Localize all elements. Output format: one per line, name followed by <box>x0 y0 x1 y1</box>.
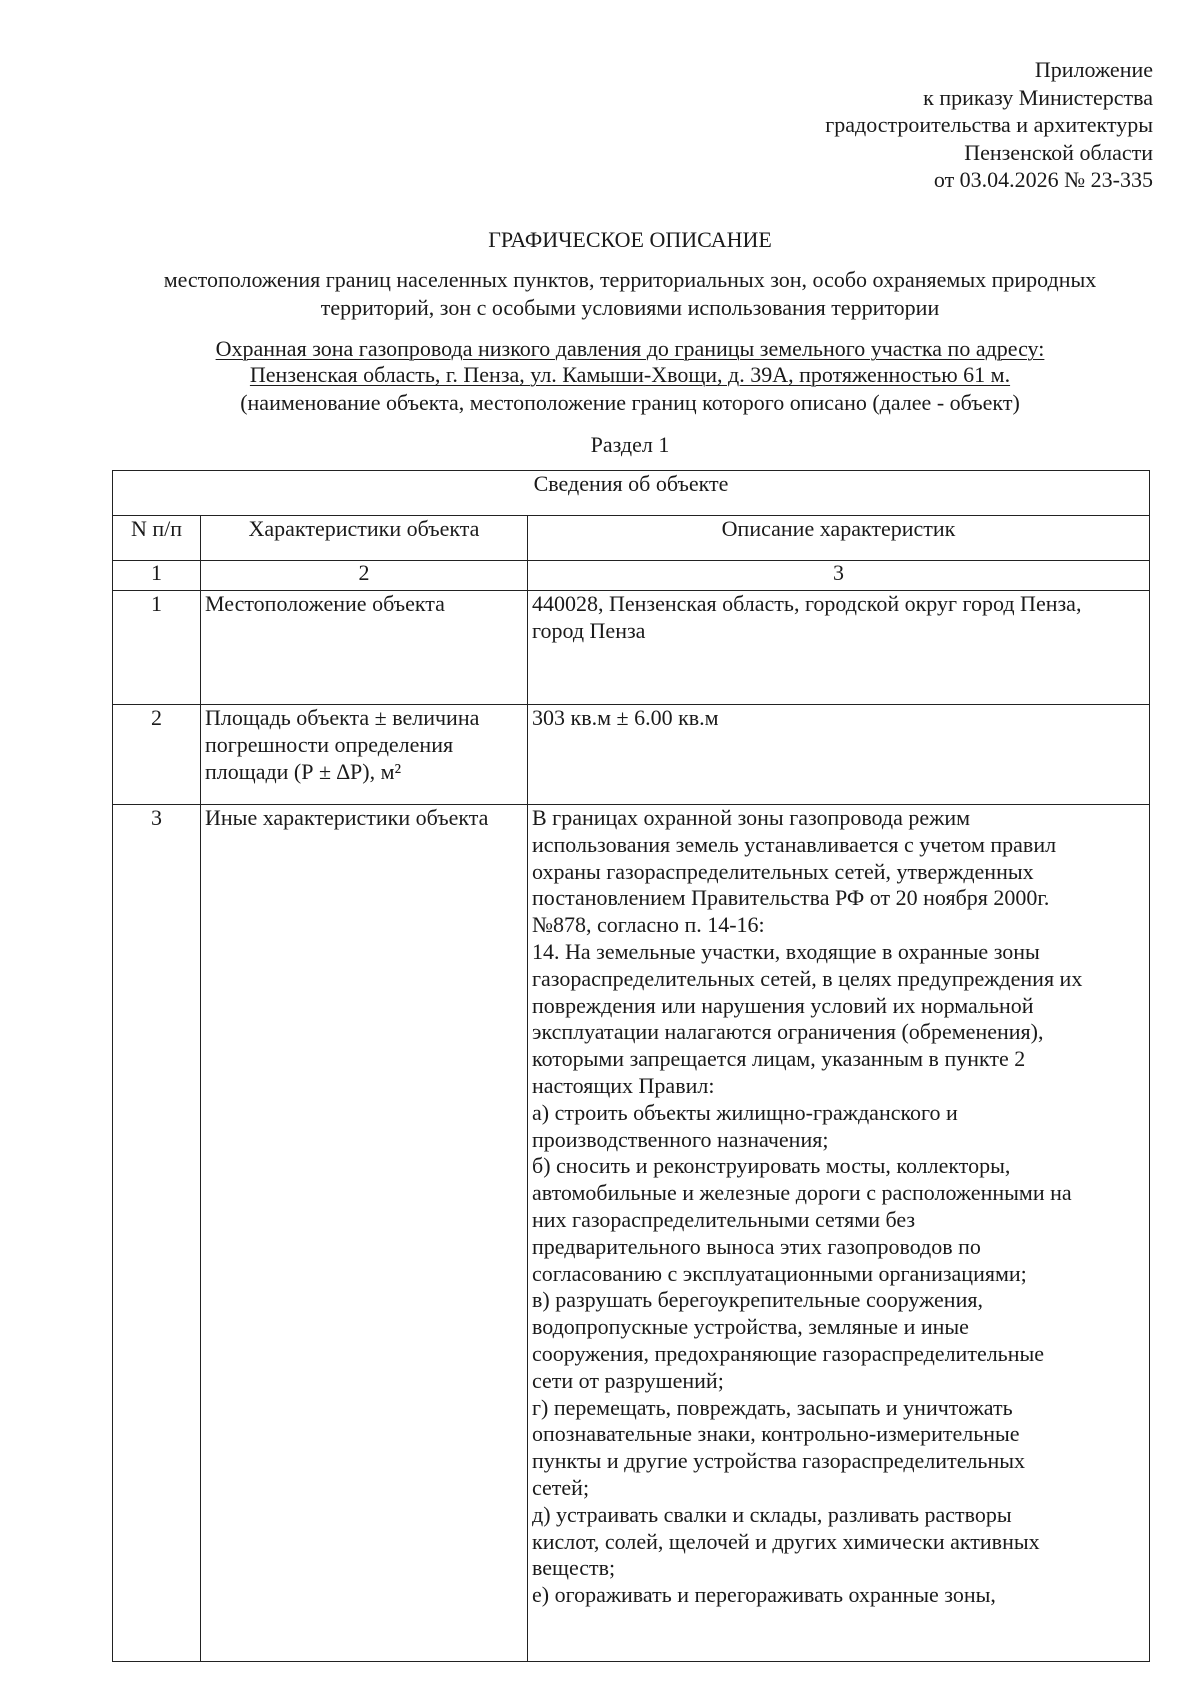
row-characteristic <box>201 705 528 805</box>
object-info-table <box>112 470 1150 1662</box>
description-line: №878, согласно п. 14-16: <box>532 912 765 938</box>
table-row <box>113 805 1150 1662</box>
table-caption: Сведения об объекте <box>113 471 1150 516</box>
document-title: ГРАФИЧЕСКОЕ ОПИСАНИЕ <box>488 227 772 252</box>
header-description: Описание характеристик <box>528 516 1150 561</box>
object-name-line: Пензенская область, г. Пенза, ул. Камыши-Хвощи, д. 39А, протяженностью 61 м. <box>249 362 1011 387</box>
object-caption: (наименование объекта, местоположение границ которого описано (далее - объект) <box>240 390 1020 415</box>
description-line: 440028, Пензенская область, городской округ город Пенза, <box>532 591 1082 616</box>
description-line: д) устраивать свалки и склады, разливать растворы <box>532 1501 1012 1527</box>
description-line: пункты и другие устройства газораспределительных <box>532 1448 1026 1474</box>
description-line: которыми запрещается лицам, указанным в пункте 2 <box>532 1046 1026 1072</box>
row-description <box>528 805 1150 1662</box>
description-line: е) огораживать и перегораживать охранные зоны, <box>532 1582 996 1608</box>
document-subtitle <box>100 266 1160 322</box>
approval-line: градостроительства и архитектуры <box>825 112 1153 137</box>
header-characteristics: Характеристики объекта <box>201 516 528 561</box>
object-name <box>100 336 1160 388</box>
description-line: охраны газораспределительных сетей, утвержденных <box>532 858 1034 884</box>
table-column-numbers-row <box>113 561 1150 591</box>
description-line: водопропускные устройства, земляные и иные <box>532 1314 969 1340</box>
description-line: В границах охранной зоны газопровода режим <box>532 805 971 830</box>
description-line: производственного назначения; <box>532 1126 829 1152</box>
subtitle-line: местоположения границ населенных пунктов, территориальных зон, особо охраняемых природных <box>163 267 1097 292</box>
table-row <box>113 591 1150 705</box>
description-line: них газораспределительными сетями без <box>532 1206 916 1232</box>
description-line: а) строить объекты жилищно-гражданского и <box>532 1099 958 1125</box>
header-number: N п/п <box>113 516 201 561</box>
section-label: Раздел 1 <box>590 432 670 457</box>
table-row <box>113 705 1150 805</box>
table-caption-row <box>113 471 1150 516</box>
characteristic-line: погрешности определения <box>205 731 454 757</box>
description-line: в) разрушать берегоукрепительные сооружения, <box>532 1287 983 1313</box>
subtitle-line: территорий, зон с особыми условиями использования территории <box>320 295 940 320</box>
description-line: сооружения, предохраняющие газораспределительные <box>532 1340 1045 1366</box>
approval-stamp <box>825 56 1153 194</box>
approval-line: к приказу Министерства <box>923 84 1153 110</box>
table-header-row <box>113 516 1150 561</box>
row-number: 1 <box>113 591 201 705</box>
description-line: использования земель устанавливается с учетом правил <box>532 831 1057 857</box>
row-description <box>528 705 1150 805</box>
description-line: постановлением Правительства РФ от 20 ноября 2000г. <box>532 885 1050 911</box>
column-number: 3 <box>528 561 1150 591</box>
description-line: опознавательные знаки, контрольно-измерительные <box>532 1421 1020 1447</box>
description-line: веществ; <box>532 1555 616 1581</box>
object-name-line: Охранная зона газопровода низкого давления до границы земельного участка по адресу: <box>215 336 1045 361</box>
approval-line: Пензенской области <box>964 139 1153 165</box>
approval-line: от 03.04.2026 № 23-335 <box>933 167 1153 192</box>
row-description <box>528 591 1150 705</box>
description-line: кислот, солей, щелочей и других химически активных <box>532 1528 1040 1554</box>
column-number: 1 <box>113 561 201 591</box>
description-line: 303 кв.м ± 6.00 кв.м <box>532 705 719 730</box>
approval-line: Приложение <box>1034 57 1153 82</box>
row-characteristic: Местоположение объекта <box>201 591 528 705</box>
description-line: 14. На земельные участки, входящие в охранные зоны <box>532 938 1040 964</box>
row-characteristic: Иные характеристики объекта <box>201 805 528 1662</box>
description-line: б) сносить и реконструировать мосты, коллекторы, <box>532 1153 1011 1179</box>
description-line: повреждения или нарушения условий их нормальной <box>532 992 1034 1018</box>
description-line: автомобильные и железные дороги с расположенными на <box>532 1180 1072 1206</box>
column-number: 2 <box>201 561 528 591</box>
description-line: предварительного выноса этих газопроводов по <box>532 1233 981 1259</box>
description-line: согласованию с эксплуатационными организациями; <box>532 1260 1027 1286</box>
row-number: 2 <box>113 705 201 805</box>
characteristic-line: Площадь объекта ± величина <box>205 705 480 730</box>
row-number: 3 <box>113 805 201 1662</box>
description-line: г) перемещать, повреждать, засыпать и уничтожать <box>532 1394 1013 1420</box>
description-line: сетей; <box>532 1474 590 1500</box>
description-line: эксплуатации налагаются ограничения (обременения), <box>532 1019 1044 1045</box>
characteristic-line: площади (Р ± ∆Р), м² <box>205 758 402 784</box>
description-line: газораспределительных сетей, в целях предупреждения их <box>532 965 1083 991</box>
description-line: настоящих Правил: <box>532 1072 715 1098</box>
description-line: город Пенза <box>532 617 646 643</box>
description-line: сети от разрушений; <box>532 1367 724 1393</box>
